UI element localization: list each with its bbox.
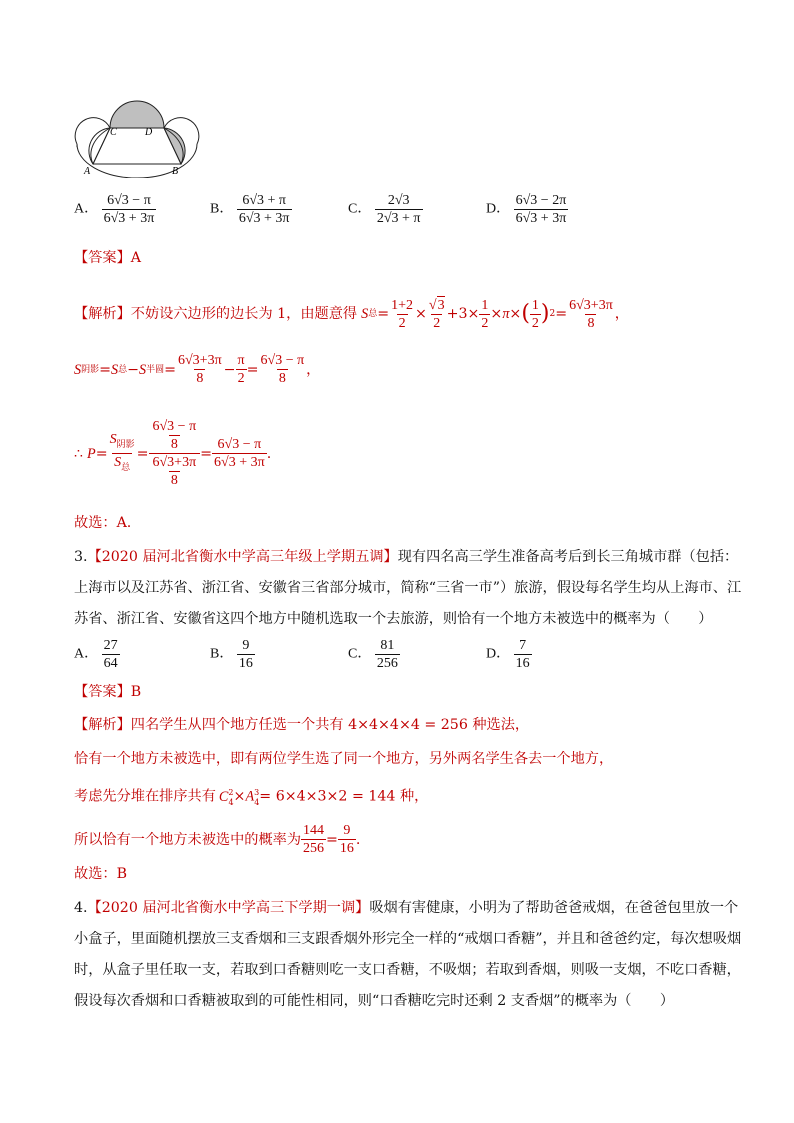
q4-line2: 小盒子，里面随机摆放三支香烟和三支跟香烟外形完全一样的“戒烟口香糖”，并且和爸爸约定，每次想吸烟: [74, 931, 742, 947]
q3-line1: 3.【2020 届河北省衡水中学高三年级上学期五调】现有四名高三学生准备高考后到长三角城市群（包括：: [74, 549, 739, 565]
q2-analysis-line3: ∴ P = $\frac{S_{阴影}}{S_总}$ = $\frac{\frac{6√3 - \pi}{8}}{\frac{6√3+3\pi}{8}}$ = $\frac{6√3 - \pi}{6√3 + 3\pi}$ .: [74, 419, 272, 488]
q3-analysis-line2: 恰有一个地方未被选中，即有两位学生选了同一个地方，另外两名学生各去一个地方，: [74, 751, 614, 767]
q3-answer: 【答案】B: [74, 684, 142, 700]
point-label-c: C: [110, 127, 117, 138]
q3-line2: 上海市以及江苏省、浙江省、安徽省三省部分城市，简称“三省一市”）旅游，假设每名学生均从上海市、江: [74, 580, 742, 596]
q2-option-c[interactable]: C． $\frac{2√3}{2√3 + \pi}$: [348, 193, 421, 226]
q3-option-d[interactable]: D． $\frac{7}{16}$: [486, 638, 530, 671]
q3-option-b[interactable]: B． $\frac{9}{16}$: [210, 638, 253, 671]
q3-option-c[interactable]: C． $\frac{81}{256}$: [348, 638, 398, 671]
q4-line3: 时，从盒子里任取一支，若取到口香糖则吃一支口香糖，不吸烟；若取到香烟，则吸一支烟，不吃口香糖，: [74, 962, 741, 978]
q3-line3: 苏省、浙江省、安徽省这四个地方中随机选取一个去旅游，则恰有一个地方未被选中的概率为（ ）: [74, 611, 713, 627]
point-label-d: D: [145, 127, 153, 138]
point-label-b: B: [172, 166, 179, 177]
q2-conclusion: 故选：A.: [74, 515, 132, 531]
q4-line4: 假设每次香烟和口香糖被取到的可能性相同，则“口香糖吃完时还剩 2 支香烟”的概率为（ ）: [74, 993, 675, 1009]
q3-option-a[interactable]: A． $\frac{27}{64}$: [74, 638, 118, 671]
q2-answer: 【答案】A: [74, 250, 141, 266]
q3-analysis-line3: 考虑先分堆在排序共有 $C^2_4\times A^3_4= 6\times 4\times 3\times 2 = 144$ 种，: [74, 788, 429, 807]
q2-option-b[interactable]: B． $\frac{6√3 + \pi}{6√3 + 3\pi}$: [210, 193, 290, 226]
q2-analysis-line1: 【解析】 不妨设六边形的边长为 1，由题意得 S 总 = $\frac{1+2}{2}$ × $\frac{√3}{2}$ +3× $\frac{1}{2}$ × π × ( $\frac{1}{2}$ ) 2 = $\frac{6√3+3\pi}{8}$ ，: [74, 297, 629, 331]
q2-option-a[interactable]: A． $\frac{6√3 - \pi}{6√3 + 3\pi}$: [74, 193, 155, 226]
q3-analysis-line4: 所以恰有一个地方未被选中的概率为 $\frac{144}{256}$ = $\frac{9}{16}$ .: [74, 823, 361, 856]
q4-line1: 4.【2020 届河北省衡水中学高三下学期一调】吸烟有害健康，小明为了帮助爸爸戒烟，在爸爸包里放一个: [74, 900, 739, 916]
hexagon-semicircle-figure: [72, 100, 222, 178]
point-label-a: A: [84, 166, 91, 177]
q2-analysis-line2: S 阴影 = S 总 − S 半圆 = $\frac{6√3+3\pi}{8}$ − $\frac{\pi}{2}$ = $\frac{6√3 - \pi}{8}$ ，: [74, 353, 321, 386]
q2-option-d[interactable]: D． $\frac{6√3 - 2\pi}{6√3 + 3\pi}$: [486, 193, 567, 226]
q3-analysis-line1: 【解析】四名学生从四个地方任选一个共有 4×4×4×4 = 256 种选法，: [74, 717, 530, 733]
q3-conclusion: 故选：B: [74, 866, 127, 882]
